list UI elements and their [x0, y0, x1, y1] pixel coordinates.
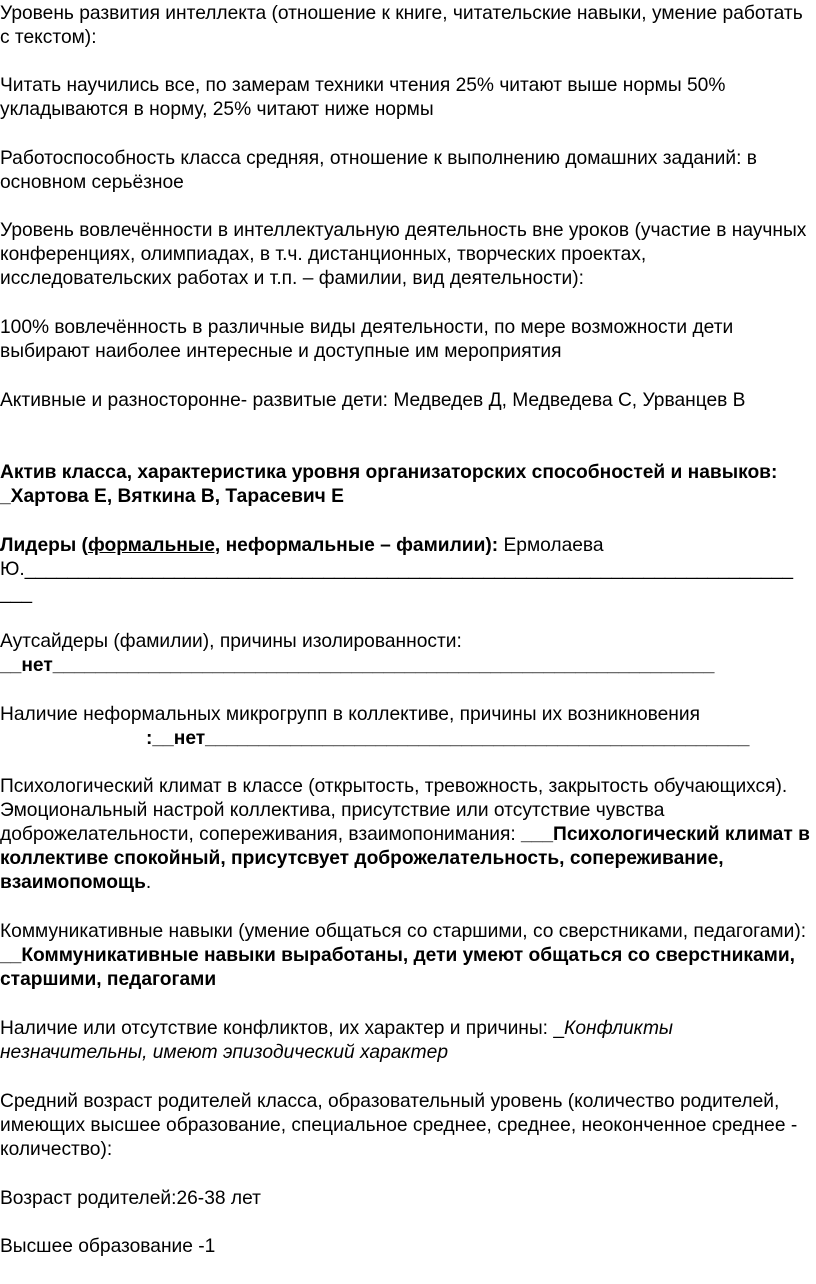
climate-question: Психологический климат в классе (открытость, тревожность, закрытость обучающихся). Эмоциональный настрой коллектива, присутствие или отсутствие чувства доброжелательности, сопереживания, взаимопонимания:	[0, 776, 788, 845]
performance-paragraph: Работоспособность класса средняя, отношение к выполнению домашних заданий: в основном серьёзное	[0, 148, 757, 193]
leaders-prefix: Лидеры (	[0, 535, 88, 556]
outsiders-question: Аутсайдеры (фамилии), причины изолированности:	[0, 631, 462, 652]
climate-end: .	[145, 872, 152, 893]
reading-paragraph: Читать научились все, по замерам техники чтения 25% читают выше нормы 50% укладываются в норму, 25% читают ниже нормы	[0, 75, 726, 120]
conflicts-question: Наличие или отсутствие конфликтов, их характер и причины:	[0, 1018, 554, 1039]
higher-education: Высшее образование -1	[0, 1236, 216, 1257]
communication-paragraph	[0, 920, 812, 992]
active-children-paragraph: Активные и разносторонне- развитые дети: Медведев Д, Медведева С, Урванцев В	[0, 390, 746, 411]
conflicts-answer: Конфликты незначительны, имеют эпизодический характер	[0, 1018, 674, 1063]
leaders-line-1	[0, 558, 812, 582]
communication-answer: __Коммуникативные навыки выработаны, дети умеют общаться со сверстниками, старшими, педагогами	[0, 945, 795, 990]
leaders-formal: формальные,	[87, 535, 221, 556]
leaders-name-initial: Ю.	[0, 559, 25, 580]
intellect-heading: Уровень развития интеллекта (отношение к книге, читательские навыки, умение работать с текстом):	[0, 3, 803, 48]
outsiders-answer: __нет______________________________________________________________	[0, 655, 715, 676]
involvement-heading: Уровень вовлечённости в интеллектуальную деятельность вне уроков (участие в научных конференциях, олимпиадах, в т.ч. дистанционных, творческих проектах, исследовательских работах и т.п. – фамилии, вид деятельности):	[0, 220, 807, 289]
involvement-paragraph: 100% вовлечённость в различные виды деятельности, по мере возможности дети выбирают наиболее интересные и доступные им мероприятия	[0, 317, 734, 362]
microgroups-answer-text: :__нет___________________________________________________	[146, 728, 750, 749]
communication-question: Коммуникативные навыки (умение общаться со старшими, со сверстниками, педагогами):	[0, 921, 807, 942]
leaders-underline-1: ________________________________________________________________________	[24, 559, 794, 580]
parents-heading: Средний возраст родителей класса, образовательный уровень (количество родителей, имеющих высшее образование, специальное среднее, среднее, неоконченное среднее - количество):	[0, 1091, 798, 1160]
climate-answer: ___Психологический климат в коллективе спокойный, присутсвует доброжелательность, сопереживание, взаимопомощь	[0, 824, 810, 893]
class-activists-paragraph: Актив класса, характеристика уровня организаторских способностей и навыков: _Хартова Е, Вяткина В, Тарасевич Е	[0, 462, 778, 507]
conflicts-paragraph	[0, 1017, 812, 1065]
leaders-suffix: неформальные – фамилии):	[220, 535, 499, 556]
leaders-name: Ермолаева	[498, 535, 604, 556]
parents-age: Возраст родителей:26-38 лет	[0, 1188, 261, 1209]
microgroups-question: Наличие неформальных микрогрупп в коллективе, причины их возникновения	[0, 704, 701, 725]
microgroups-answer	[146, 727, 806, 751]
leaders-underline-2: ___	[0, 583, 33, 604]
conflicts-dash: _	[553, 1018, 565, 1039]
climate-paragraph	[0, 775, 812, 895]
leaders-paragraph	[0, 534, 812, 558]
